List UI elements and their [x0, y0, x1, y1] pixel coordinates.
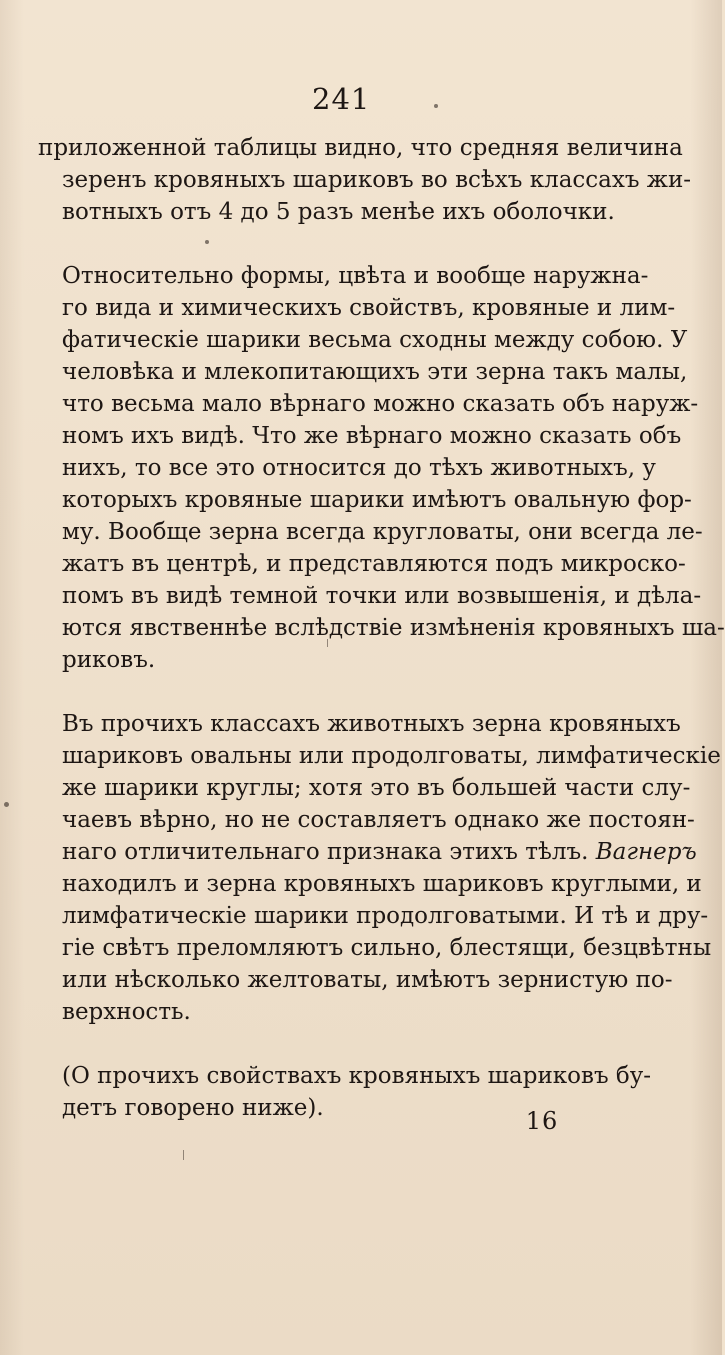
text-line: приложенной таблицы видно, что средняя величина — [38, 135, 683, 161]
text-line: которыхъ кровяные шарики имѣютъ овальную фор- — [62, 487, 692, 513]
text-line: же шарики круглы; хотя это въ большей части слу- — [62, 775, 691, 801]
text-line: помъ въ видѣ темной точки или возвышенiя, и дѣла- — [62, 583, 702, 609]
text-line — [62, 836, 697, 868]
text-line: что весьма мало вѣрнаго можно сказать объ наруж- — [62, 391, 699, 417]
signature-mark: 16 — [525, 1107, 559, 1135]
text-line: шариковъ овальны или продолговаты, лимфатическiе — [62, 743, 721, 769]
italic-name: Вагнеръ — [595, 839, 697, 865]
paragraph-gap — [62, 676, 642, 708]
text-line: жатъ въ центрѣ, и представляются подъ микроско- — [62, 551, 686, 577]
paragraph-gap — [62, 228, 642, 260]
text-line: человѣка и млекопитающихъ эти зерна такъ малы, — [62, 359, 688, 385]
text-line: верхность. — [62, 999, 191, 1025]
paper-mark — [183, 1150, 184, 1160]
text-line: го вида и химическихъ свойствъ, кровяные и лим- — [62, 295, 676, 321]
paper-speck — [205, 240, 209, 244]
text-line: детъ говорено ниже). — [62, 1095, 324, 1121]
text-line: фатическiе шарики весьма сходны между собою. У — [62, 327, 688, 353]
paper-mark — [327, 639, 328, 647]
text-line: ются явственнѣе вслѣдствiе измѣненiя кровяныхъ ша- — [62, 615, 725, 641]
text-fragment: наго отличительнаго признака этихъ тѣлъ. — [62, 839, 589, 865]
page-text — [38, 132, 725, 1124]
text-line: му. Вообще зерна всегда кругловаты, они всегда ле- — [62, 519, 703, 545]
paper-speck — [434, 104, 438, 108]
text-line: риковъ. — [62, 647, 156, 673]
paper-speck — [4, 802, 9, 807]
text-line: Относительно формы, цвѣта и вообще наружна- — [62, 263, 649, 289]
page-number: 241 — [312, 82, 371, 116]
text-line: находилъ и зерна кровяныхъ шариковъ круглыми, и — [62, 871, 702, 897]
text-line: вотныхъ отъ 4 до 5 разъ менѣе ихъ оболочки. — [62, 199, 615, 225]
text-line: чаевъ вѣрно, но не составляетъ однако же постоян- — [62, 807, 695, 833]
text-line: зеренъ кровяныхъ шариковъ во всѣхъ классахъ жи- — [62, 167, 692, 193]
text-line: или нѣсколько желтоваты, имѣютъ зернистую по- — [62, 967, 673, 993]
text-line: (О прочихъ свойствахъ кровяныхъ шариковъ бу- — [62, 1063, 652, 1089]
text-line: нихъ, то все это относится до тѣхъ животныхъ, у — [62, 455, 656, 481]
text-line: номъ ихъ видѣ. Что же вѣрнаго можно сказать объ — [62, 423, 682, 449]
text-line: гiе свѣтъ преломляютъ сильно, блестящи, безцвѣтны — [62, 935, 712, 961]
paragraph-gap — [62, 1028, 642, 1060]
text-line: лимфатическiе шарики продолговатыми. И тѣ и дру- — [62, 903, 709, 929]
text-line: Въ прочихъ классахъ животныхъ зерна кровяныхъ — [62, 711, 681, 737]
